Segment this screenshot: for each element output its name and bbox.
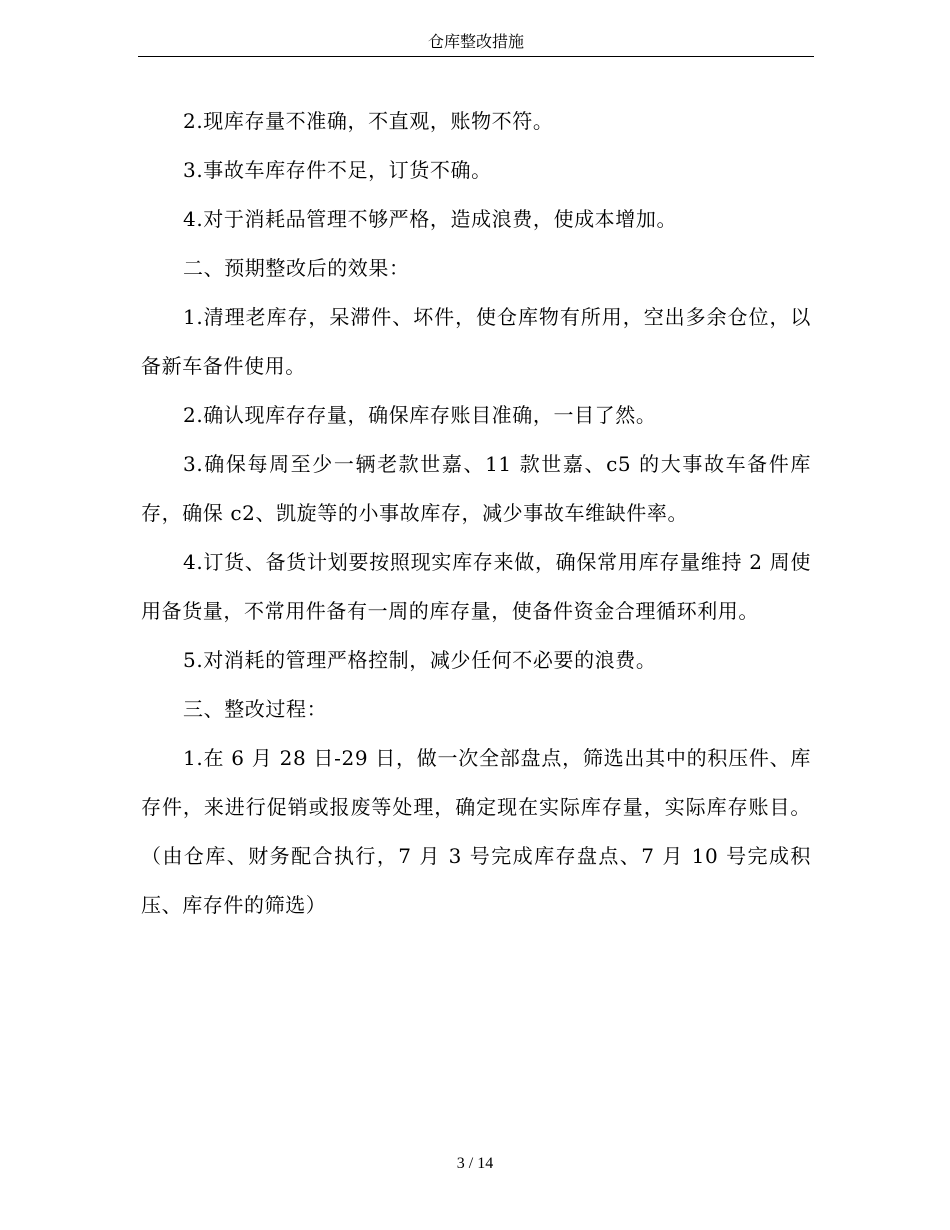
section-heading-rectification-process: 三、整改过程：: [183, 697, 328, 721]
paragraph-accident-stock-shortage: 3.事故车库存件不足，订货不确。: [183, 158, 492, 182]
paragraph-accident-parts-stock: 3.确保每周至少一辆老款世嘉、11 款世嘉、c5 的大事故车备件库存，确保 c2、凯旋等的小事故库存，减少事故车维缺件率。: [141, 452, 811, 525]
section-heading-expected-results: 二、预期整改后的效果：: [183, 256, 410, 280]
header-rule: [138, 56, 814, 57]
paragraph-consumables-waste: 4.对于消耗品管理不够严格，造成浪费，使成本增加。: [183, 207, 678, 231]
running-header: 仓库整改措施: [427, 32, 524, 51]
paragraph-clear-old-stock: 1.清理老库存，呆滞件、坏件，使仓库物有所用，空出多余仓位，以备新车备件使用。: [141, 305, 811, 378]
document-body: [141, 97, 811, 930]
paragraph-confirm-stock: 2.确认现库存存量，确保库存账目准确，一目了然。: [183, 403, 657, 427]
paragraph-full-inventory-count: 1.在 6 月 28 日-29 日，做一次全部盘点，筛选出其中的积压件、库存件，来进行促销或报废等处理，确定现在实际库存量，实际库存账目。（由仓库、财务配合执行，7 月 3 号完成库存盘点、7 月 10 号完成积压、库存件的筛选）: [141, 746, 811, 917]
paragraph-ordering-plan: 4.订货、备货计划要按照现实库存来做，确保常用库存量维持 2 周使用备货量，不常用件备有一周的库存量，使备件资金合理循环利用。: [141, 550, 811, 623]
paragraph-consumption-control: 5.对消耗的管理严格控制，减少任何不必要的浪费。: [183, 648, 657, 672]
paragraph-inventory-inaccurate: 2.现库存量不准确，不直观，账物不符。: [183, 109, 554, 133]
page-number: 3 / 14: [456, 1155, 494, 1172]
